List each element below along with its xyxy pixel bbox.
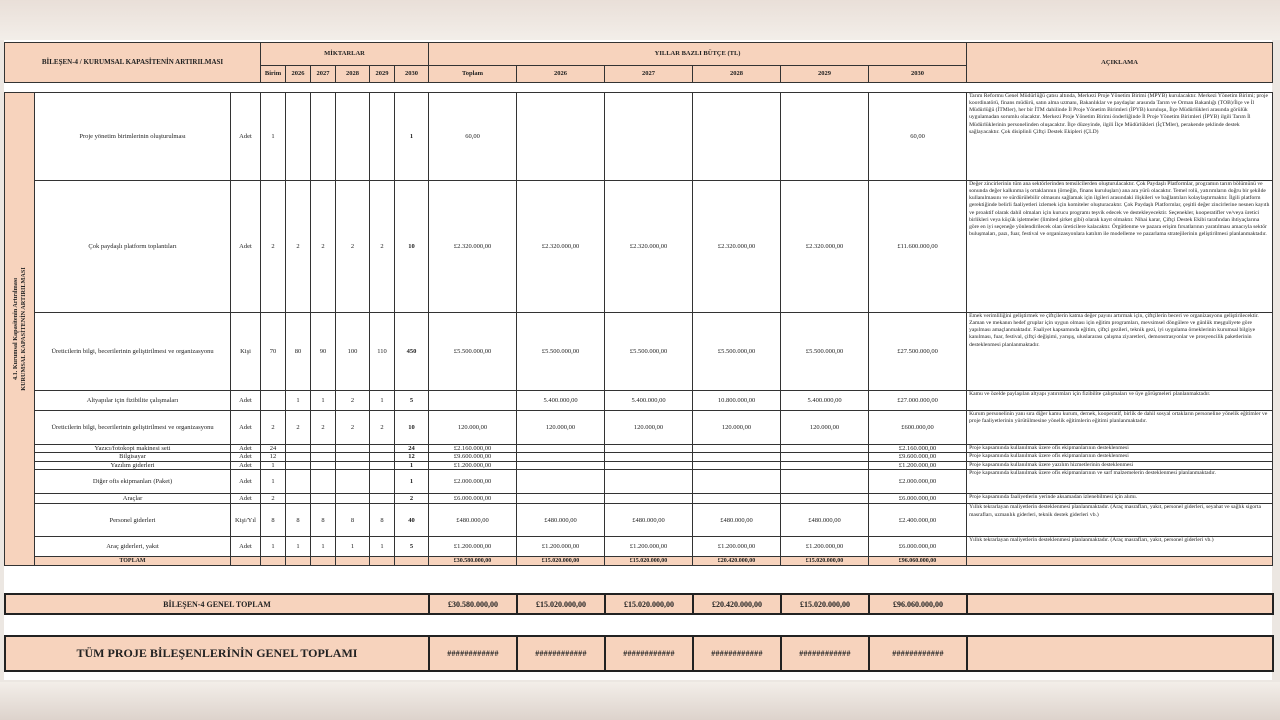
qty-total: 1 xyxy=(395,93,429,181)
budget-2026: £480.000,00 xyxy=(429,504,517,537)
grand-total-2026: ############ xyxy=(429,636,517,671)
budget-2027 xyxy=(517,470,605,494)
totals-label: TOPLAM xyxy=(35,557,231,566)
description-title: AÇIKLAMA xyxy=(967,43,1273,83)
budget-2029: £480.000,00 xyxy=(693,504,781,537)
budget-2029 xyxy=(693,470,781,494)
description-cell: Değer zincirlerinin tüm ana sektörlerinden temsilcilerden oluşturulacaktır. Çok Paydaşlı Platformlar, programın tarım bölümünü ve sonunda değer kalkınma iş ortaklarının (örneğin, finans kuruluşları) ana ara yürü olacaktır. Temel rolü, yatırımların doğru bir şekilde kullanılmasını ve sürdürülebilir olmasını sağlamak için ilgileri arasındaki ilişkileri ve bağlantıları kolaylaştırmaktır. İlgili platform gerektiğinde belirli faaliyetleri izlemek için komiteler oluşturacaktır. Çok Paydaşlı Platformlar, çeşitli değer zincirlerine nesnen kayıtlı ve proaktif olarak dahil olmaları için kurucu programı teşvik edecek ve destekleyecektir. Seçenekler, kooperatifler ve/veya üretici birlikleri veya küçük işletmeler (limited şirket gibi) olarak kayıt olmaktır. Nihai karar, Çiftçi Destek Ekibi tarafından ihtiyaçlarına göre en iyi seçeneğe yönlendirilecek olan üreticilere kalacaktır. Örgütlenme ve pazara erişim fırsatlarının yaratılması amacıyla sektör buluşmaları, pazı, fuar, festival ve organizasyonlara katılım ile modelleme ve pazarlama stratejilerinin geliştirilmesi planlanmaktadır. xyxy=(967,181,1273,313)
section-label-text xyxy=(11,267,27,390)
budget-2028 xyxy=(605,445,693,453)
col-header-b2029: 2029 xyxy=(781,66,869,83)
budget-2029: 120.000,00 xyxy=(693,411,781,445)
table-row xyxy=(5,470,1273,494)
col-header-q2028: 2028 xyxy=(336,66,370,83)
blurred-bottom-edge xyxy=(0,682,1280,720)
budget-total: £6.000.000,00 xyxy=(869,494,967,504)
component-total-2028: £15.020.000,00 xyxy=(605,594,693,614)
item-name: Yazıcı/fotokopi makinesi seti xyxy=(35,445,231,453)
qty-2029 xyxy=(336,93,370,181)
qty-2028: 2 xyxy=(311,411,336,445)
qty-2029 xyxy=(336,445,370,453)
budget-2028: 5.400.000,00 xyxy=(605,391,693,411)
budget-2026: £6.000.000,00 xyxy=(429,494,517,504)
budget-2030: £480.000,00 xyxy=(781,504,869,537)
qty-2027 xyxy=(286,461,311,469)
col-header-b2030: 2030 xyxy=(869,66,967,83)
budget-total: £2.160.000,00 xyxy=(869,445,967,453)
qty-total: 5 xyxy=(395,391,429,411)
budget-2026: £2.160.000,00 xyxy=(429,445,517,453)
qty-2030: 1 xyxy=(370,537,395,557)
qty-2028: 1 xyxy=(311,537,336,557)
totals-row xyxy=(5,557,1273,566)
qty-2027: 80 xyxy=(286,313,311,391)
table-row xyxy=(5,461,1273,469)
grand-total-2030: ############ xyxy=(781,636,869,671)
table-row xyxy=(5,537,1273,557)
budget-2027: 5.400.000,00 xyxy=(517,391,605,411)
budget-total: £11.600.000,00 xyxy=(869,181,967,313)
qty-2026: 1 xyxy=(261,537,286,557)
qty-total: 2 xyxy=(395,494,429,504)
qty-2026: 2 xyxy=(261,411,286,445)
qty-total: 5 xyxy=(395,537,429,557)
totals-empty xyxy=(370,557,395,566)
budget-2026: £1.200.000,00 xyxy=(429,461,517,469)
qty-2030 xyxy=(370,494,395,504)
budget-2028: £5.500.000,00 xyxy=(605,313,693,391)
budget-2027: £5.500.000,00 xyxy=(517,313,605,391)
budget-2028: £480.000,00 xyxy=(605,504,693,537)
col-header-q2030: 2030 xyxy=(395,66,429,83)
budget-2030: £1.200.000,00 xyxy=(781,537,869,557)
table-row xyxy=(5,181,1273,313)
unit: Adet xyxy=(231,445,261,453)
totals-b2026: £30.580.000,00 xyxy=(429,557,517,566)
unit: Adet xyxy=(231,470,261,494)
qty-total: 12 xyxy=(395,453,429,461)
unit: Adet xyxy=(231,494,261,504)
qty-2029 xyxy=(336,470,370,494)
budget-total: £1.200.000,00 xyxy=(869,461,967,469)
budget-2026: £2.000.000,00 xyxy=(429,470,517,494)
grand-total-2028: ############ xyxy=(605,636,693,671)
item-name: Diğer ofis ekipmanları (Paket) xyxy=(35,470,231,494)
item-name: Yazılım giderleri xyxy=(35,461,231,469)
qty-2027 xyxy=(286,93,311,181)
grand-total-2029: ############ xyxy=(693,636,781,671)
qty-2030: 1 xyxy=(370,391,395,411)
col-header-q2029: 2029 xyxy=(370,66,395,83)
component-total-2027: £15.020.000,00 xyxy=(517,594,605,614)
section-label xyxy=(5,93,35,566)
description-cell: Kamu ve özelde paylaşılan altyapı yatırımları için fizibilite çalışmaları ve üye görüşmeleri planlanmaktadır. xyxy=(967,391,1273,411)
description-cell: Yıllık tekrarlayan maliyetlerin desteklenmesi planlanmaktadır. (Araç masrafları, yakıt, personel giderleri, seyahat ve sağlık sigorta masrafları, uzmanlık giderleri, teknik destek giderleri vb.) xyxy=(967,504,1273,537)
budget-total: £600.000,00 xyxy=(869,411,967,445)
budget-2030 xyxy=(781,461,869,469)
description-cell: Proje kapsamında kullanılmak üzere ofis ekipmanlarının desteklenmesi xyxy=(967,445,1273,453)
qty-2026: 2 xyxy=(261,181,286,313)
budget-2027 xyxy=(517,461,605,469)
qty-2027 xyxy=(286,445,311,453)
totals-empty xyxy=(261,557,286,566)
budget-2028 xyxy=(605,93,693,181)
totals-empty xyxy=(311,557,336,566)
budget-2027: £1.200.000,00 xyxy=(517,537,605,557)
qty-2026: 24 xyxy=(261,445,286,453)
budget-2029 xyxy=(693,494,781,504)
budget-2026: £2.320.000,00 xyxy=(429,181,517,313)
budget-2027: 120.000,00 xyxy=(517,411,605,445)
budget-2028: 120.000,00 xyxy=(605,411,693,445)
description-cell: Emek verimliliğini geliştirmek ve çiftçilerin katma değer payını artırmak için, çiftçilerin beceri ve organizasyonu geliştirilecektir. Zaman ve mekanın hedef gruplar için uygun olması için eğitim programları, mevsimsel döngülere ve günlük meşguliyete göre yapılması amaçlanmaktadır. Faaliyet kapsamında eğitim, çiftçi gezileri, teknik gezi, iyi uygulama örneklerinin kurumsal bilgiye kanılması, fuar, festival, çiftçi değişimi, yarışış, uluslararası çalışma ziyaretleri, demonstrasyonlar ve prosyencilik paketlerinin desteklenmesi planlanmaktadır. xyxy=(967,313,1273,391)
section-label-line1: 4.1. Kurumsal Kapasitenin Artırılması xyxy=(11,278,19,381)
col-header-b2027: 2027 xyxy=(605,66,693,83)
budget-table xyxy=(4,42,1273,566)
qty-2030 xyxy=(370,453,395,461)
budget-2029: 10.800.000,00 xyxy=(693,391,781,411)
description-cell: Kurum personelinin yanı sıra diğer kamu kurum, dernek, kooperatif, birlik de dahil sosyal ortakların personeline yönelik eğitimler ve proje faaliyetlerinin yürütülmesine yönelik eğitimlerin eğitimi planlanmaktadır. xyxy=(967,411,1273,445)
qty-2028 xyxy=(311,494,336,504)
qty-2026: 1 xyxy=(261,93,286,181)
description-cell: Yıllık tekrarlayan maliyetlerin desteklenmesi planlanmaktadır. (Araç masrafları, yakıt, personel giderleri vb.) xyxy=(967,537,1273,557)
budget-2027 xyxy=(517,445,605,453)
budget-2026: £5.500.000,00 xyxy=(429,313,517,391)
item-name: Üreticilerin bilgi, becerilerinin geliştirilmesi ve organizasyonu xyxy=(35,313,231,391)
budget-2028 xyxy=(605,461,693,469)
budget-2030 xyxy=(781,445,869,453)
qty-2029 xyxy=(336,461,370,469)
totals-empty xyxy=(286,557,311,566)
item-name: Bilgisayar xyxy=(35,453,231,461)
budget-total: £27.500.000,00 xyxy=(869,313,967,391)
qty-2026: 70 xyxy=(261,313,286,391)
description-cell: Proje kapsamında faaliyetlerin yerinde aksamadan izlenebilmesi için alımı. xyxy=(967,494,1273,504)
budget-2027 xyxy=(517,93,605,181)
unit: Adet xyxy=(231,453,261,461)
qty-total: 10 xyxy=(395,411,429,445)
qty-2028: 90 xyxy=(311,313,336,391)
qty-2030 xyxy=(370,445,395,453)
col-header-unit: Birim xyxy=(261,66,286,83)
qty-2026: 1 xyxy=(261,470,286,494)
blurred-top-edge xyxy=(0,0,1280,40)
unit: Adet xyxy=(231,93,261,181)
budget-2026: 60,00 xyxy=(429,93,517,181)
totals-b2027: £15.020.000,00 xyxy=(517,557,605,566)
qty-2028: 1 xyxy=(311,391,336,411)
budget-total: 60,00 xyxy=(869,93,967,181)
totals-b2028: £15.020.000,00 xyxy=(605,557,693,566)
budget-2029: £1.200.000,00 xyxy=(693,537,781,557)
qty-2027 xyxy=(286,494,311,504)
budget-total: £27.000.000,00 xyxy=(869,391,967,411)
totals-desc-empty xyxy=(967,557,1273,566)
qty-2026: 1 xyxy=(261,461,286,469)
col-header-q2026: 2026 xyxy=(286,66,311,83)
totals-b2029: £20.420.000,00 xyxy=(693,557,781,566)
qty-2028: 8 xyxy=(311,504,336,537)
budget-2029 xyxy=(693,453,781,461)
qty-2030 xyxy=(370,461,395,469)
spreadsheet-sheet xyxy=(4,40,1272,680)
totals-empty xyxy=(395,557,429,566)
grand-total-table xyxy=(4,635,1274,672)
qty-2029: 2 xyxy=(336,411,370,445)
budget-2027: £2.320.000,00 xyxy=(517,181,605,313)
budget-total: £9.600.000,00 xyxy=(869,453,967,461)
budget-2026: £9.600.000,00 xyxy=(429,453,517,461)
qty-2028 xyxy=(311,461,336,469)
budget-2028 xyxy=(605,494,693,504)
component-total-sum: £96.060.000,00 xyxy=(869,594,967,614)
qty-2029: 2 xyxy=(336,391,370,411)
item-name: Üreticilerin bilgi, becerilerinin geliştirilmesi ve organizasyonu xyxy=(35,411,231,445)
table-row xyxy=(5,504,1273,537)
qty-2027 xyxy=(286,453,311,461)
qty-2029 xyxy=(336,494,370,504)
budget-2030: 5.400.000,00 xyxy=(781,391,869,411)
budget-total: £2.400.000,00 xyxy=(869,504,967,537)
budget-2030 xyxy=(781,93,869,181)
qty-2029: 100 xyxy=(336,313,370,391)
qty-total: 1 xyxy=(395,461,429,469)
component-total-2030: £15.020.000,00 xyxy=(781,594,869,614)
budget-2030: 120.000,00 xyxy=(781,411,869,445)
budget-2030: £2.320.000,00 xyxy=(781,181,869,313)
totals-empty xyxy=(336,557,370,566)
item-name: Altyapılar için fizibilite çalışmaları xyxy=(35,391,231,411)
unit: Adet xyxy=(231,411,261,445)
budget-2027 xyxy=(517,494,605,504)
qty-2030 xyxy=(370,470,395,494)
col-header-b2026: 2026 xyxy=(517,66,605,83)
component-total-table xyxy=(4,593,1274,615)
budget-2029 xyxy=(693,445,781,453)
qty-2030: 110 xyxy=(370,313,395,391)
grand-total-empty xyxy=(967,636,1273,671)
qty-2026 xyxy=(261,391,286,411)
budget-2030: £5.500.000,00 xyxy=(781,313,869,391)
qty-2026: 8 xyxy=(261,504,286,537)
qty-2027: 2 xyxy=(286,411,311,445)
budget-2028: £2.320.000,00 xyxy=(605,181,693,313)
budget-2028 xyxy=(605,453,693,461)
qty-total: 24 xyxy=(395,445,429,453)
qty-2027: 2 xyxy=(286,181,311,313)
section-label-line2: KURUMSAL KAPASİTENİN ARTIRILMASI xyxy=(19,267,27,391)
header-spacer-row xyxy=(5,83,1273,93)
qty-2027: 1 xyxy=(286,391,311,411)
budget-2028: £1.200.000,00 xyxy=(605,537,693,557)
table-row xyxy=(5,93,1273,181)
qty-2028: 2 xyxy=(311,181,336,313)
totals-btotal: £96.060.000,00 xyxy=(869,557,967,566)
budget-2029 xyxy=(693,461,781,469)
quantities-title: MİKTARLAR xyxy=(261,43,429,66)
item-name: Araçlar xyxy=(35,494,231,504)
qty-total: 1 xyxy=(395,470,429,494)
qty-2027 xyxy=(286,470,311,494)
qty-2026: 12 xyxy=(261,453,286,461)
unit: Adet xyxy=(231,461,261,469)
budget-2026: 120.000,00 xyxy=(429,411,517,445)
description-cell: Proje kapsamında kullanılmak üzere ofis ekipmanlarının ve sarf malzemelerin desteklenmesi planlanmaktadır. xyxy=(967,470,1273,494)
description-cell: Proje kapsamında kullanılmak üzere yazılım hizmetlerinin desteklenmesi xyxy=(967,461,1273,469)
col-header-qtotal: Toplam xyxy=(429,66,517,83)
item-name: Araç giderleri, yakıt xyxy=(35,537,231,557)
qty-2030: 2 xyxy=(370,181,395,313)
budget-2027 xyxy=(517,453,605,461)
qty-2029: 1 xyxy=(336,537,370,557)
qty-2029: 2 xyxy=(336,181,370,313)
budget-2030 xyxy=(781,470,869,494)
unit: Adet xyxy=(231,391,261,411)
budget-2030 xyxy=(781,453,869,461)
qty-total: 10 xyxy=(395,181,429,313)
qty-2028 xyxy=(311,470,336,494)
description-cell: Tarım Reformu Genel Müdürlüğü çatısı altında, Merkezi Proje Yönetim Birimi (MPYB) kurulacaktır. Merkezi Yönetim Birimi; proje koordinatörü, finans müdürü, satın alma uzmanı, Bakanlıklar ve paydaşlar arasında Tarım ve Orman Bakanlığı (TOB)/İlçe ve İl Müdürlüğü (İTMler), her bir İTM dahilinde İl Proje Yönetim Birimleri (İPYB) kuruluşu, İlçe Müdürlükleri arasında görülük uygulamadan sorumlu olacaktır. Merkezi Proje Yönetim Birimi önderliğinde İl Proje Yönetim Birimleri (İPYB) ilgili Tarım İl Müdürlüklerinin personelinden oluşacaktır. İlçe düzeyinde, ilgili İlçe Müdürlükleri (İçTMler), perakende şeklinde destek sağlayacaktır. Çok disiplinli Çiftçi Destek Ekipleri (ÇLD) xyxy=(967,93,1273,181)
component-total-2026: £30.580.000,00 xyxy=(429,594,517,614)
unit: Kişi xyxy=(231,313,261,391)
unit: Adet xyxy=(231,537,261,557)
totals-empty xyxy=(231,557,261,566)
grand-total-label: TÜM PROJE BİLEŞENLERİNİN GENEL TOPLAMI xyxy=(5,636,429,671)
component-title: BİLEŞEN-4 / KURUMSAL KAPASİTENİN ARTIRILMASI xyxy=(5,43,261,83)
qty-total: 450 xyxy=(395,313,429,391)
budget-title: YILLAR BAZLI BÜTÇE (TL) xyxy=(429,43,967,66)
budget-2027: £480.000,00 xyxy=(517,504,605,537)
table-row xyxy=(5,494,1273,504)
table-row xyxy=(5,453,1273,461)
col-header-b2028: 2028 xyxy=(693,66,781,83)
grand-total-2027: ############ xyxy=(517,636,605,671)
qty-2026: 2 xyxy=(261,494,286,504)
qty-2030: 2 xyxy=(370,411,395,445)
table-row xyxy=(5,411,1273,445)
component-total-empty xyxy=(967,594,1273,614)
table-row xyxy=(5,391,1273,411)
item-name: Çok paydaşlı platform toplantıları xyxy=(35,181,231,313)
budget-total: £2.000.000,00 xyxy=(869,470,967,494)
qty-2030 xyxy=(370,93,395,181)
budget-2026 xyxy=(429,391,517,411)
qty-2027: 8 xyxy=(286,504,311,537)
budget-2029 xyxy=(693,93,781,181)
unit: Adet xyxy=(231,181,261,313)
budget-2026: £1.200.000,00 xyxy=(429,537,517,557)
unit: Kişi/Yıl xyxy=(231,504,261,537)
budget-total: £6.000.000,00 xyxy=(869,537,967,557)
component-total-label: BİLEŞEN-4 GENEL TOPLAM xyxy=(5,594,429,614)
qty-2028 xyxy=(311,93,336,181)
qty-2029 xyxy=(336,453,370,461)
budget-2030 xyxy=(781,494,869,504)
qty-2028 xyxy=(311,445,336,453)
item-name: Personel giderleri xyxy=(35,504,231,537)
component-total-2029: £20.420.000,00 xyxy=(693,594,781,614)
budget-2028 xyxy=(605,470,693,494)
table-row xyxy=(5,445,1273,453)
grand-total-sum: ############ xyxy=(869,636,967,671)
table-row xyxy=(5,313,1273,391)
col-header-q2027: 2027 xyxy=(311,66,336,83)
qty-2028 xyxy=(311,453,336,461)
budget-2029: £2.320.000,00 xyxy=(693,181,781,313)
qty-total: 40 xyxy=(395,504,429,537)
budget-2029: £5.500.000,00 xyxy=(693,313,781,391)
qty-2027: 1 xyxy=(286,537,311,557)
qty-2029: 8 xyxy=(336,504,370,537)
item-name: Proje yönetim birimlerinin oluşturulması xyxy=(35,93,231,181)
description-cell: Proje kapsamında kullanılmak üzere ofis ekipmanlarının desteklenmesi xyxy=(967,453,1273,461)
totals-b2030: £15.020.000,00 xyxy=(781,557,869,566)
qty-2030: 8 xyxy=(370,504,395,537)
